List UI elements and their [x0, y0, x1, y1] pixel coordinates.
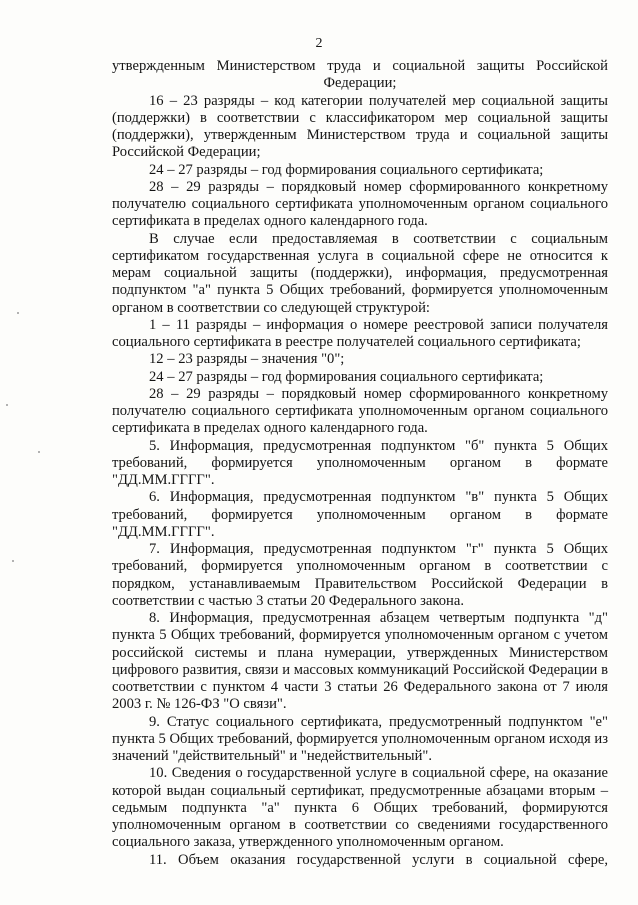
paragraph: В случае если предоставляемая в соответствии с социальным сертификатом государственная услуга в социальной сфере не относится к мерам социальной защиты (поддержки), информация, предусмотренная подпунктом "а" пункта 5 Общих требований, формируется уполномоченным органом в соответствии со следующей структурой: [112, 230, 608, 316]
paragraph: 1 – 11 разряды – информация о номере реестровой записи получателя социального сертификата в реестре получателей социального сертификата; [112, 316, 608, 350]
scan-speck [17, 312, 19, 314]
paragraph: 16 – 23 разряды – код категории получателей мер социальной защиты (поддержки) в соответствии с классификатором мер социальной защиты (поддержки), утвержденным Министерством труда и социальной защиты Российской Федерации; [112, 92, 608, 161]
document-body [112, 58, 608, 869]
paragraph: 24 – 27 разряды – год формирования социального сертификата; [149, 368, 544, 385]
paragraph: 12 – 23 разряды – значения "0"; [149, 351, 345, 368]
paragraph: 11. Объем оказания государственной услуги в социальной сфере, [149, 851, 608, 868]
paragraph: 10. Сведения о государственной услуге в социальной сфере, на оказание которой выдан социальный сертификат, предусмотренные абзацами вторым – седьмым подпункта "а" пункта 6 Общих требований, формируются уполномоченным органом в соответствии со сведениями государственного социального заказа, утвержденного уполномоченным органом. [112, 765, 608, 851]
page-number: 2 [315, 36, 323, 51]
paragraph: Федерации; [323, 75, 397, 92]
scan-speck [12, 560, 14, 562]
paragraph: утвержденным Министерством труда и социальной защиты Российской [112, 58, 608, 74]
paragraph: 5. Информация, предусмотренная подпунктом "б" пункта 5 Общих требований, формируется уполномоченным органом в формате "ДД.ММ.ГГГГ". [112, 437, 608, 488]
scan-speck [6, 404, 8, 406]
scan-speck [38, 451, 40, 453]
paragraph: 8. Информация, предусмотренная абзацем четвертым подпункта "д" пункта 5 Общих требований, формируется уполномоченным органом с учетом российской системы и плана нумерации, утвержденных Министерством цифрового развития, связи и массовых коммуникаций Российской Федерации в соответствии с пунктом 4 части 3 статьи 26 Федерального закона от 7 июля 2003 г. № 126-ФЗ "О связи". [112, 610, 608, 713]
paragraph: 7. Информация, предусмотренная подпунктом "г" пункта 5 Общих требований, формируется уполномоченным органом в соответствии с порядком, устанавливаемым Правительством Российской Федерации в соответствии с частью 3 статьи 20 Федерального закона. [112, 541, 608, 609]
paragraph: 9. Статус социального сертификата, предусмотренный подпунктом "е" пункта 5 Общих требований, формируется уполномоченным органом исходя из значений "действительный" и "недействительный". [112, 713, 608, 764]
paragraph: 24 – 27 разряды – год формирования социального сертификата; [149, 161, 544, 178]
paragraph: 28 – 29 разряды – порядковый номер сформированного конкретному получателю социального сертификата уполномоченным органом социального сертификата в пределах одного календарного года. [112, 385, 608, 437]
paragraph: 6. Информация, предусмотренная подпунктом "в" пункта 5 Общих требований, формируется уполномоченным органом в формате "ДД.ММ.ГГГГ". [112, 489, 608, 540]
paragraph: 28 – 29 разряды – порядковый номер сформированного конкретному получателю социального сертификата уполномоченным органом социального сертификата в пределах одного календарного года. [112, 178, 608, 230]
